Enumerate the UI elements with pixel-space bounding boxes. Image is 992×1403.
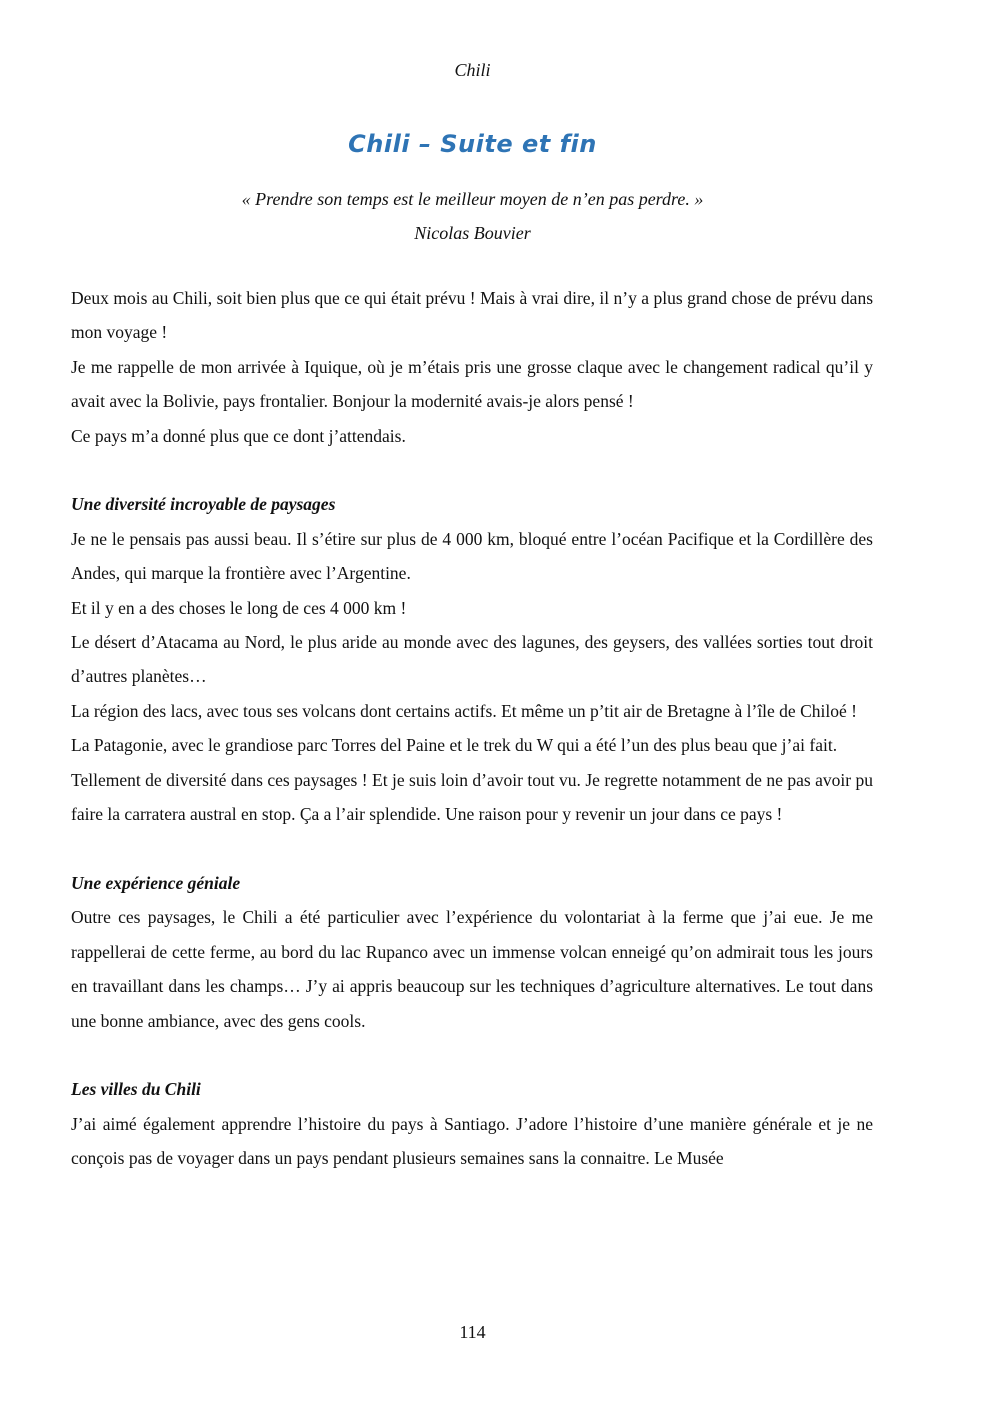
spacer (71, 453, 873, 487)
paragraph: J’ai aimé également apprendre l’histoire du pays à Santiago. J’adore l’histoire d’une manière générale et je ne conçois pas de voyager dans un pays pendant plusieurs semaines sans la connaitre. Le Musée (71, 1113, 873, 1169)
paragraph: Je me rappelle de mon arrivée à Iquique, où je m’étais pris une grosse claque avec le changement radical qu’il y avait avec la Bolivie, pays frontalier. Bonjour la modernité avais-je alors pensé ! (71, 356, 873, 412)
paragraph: Deux mois au Chili, soit bien plus que ce qui était prévu ! Mais à vrai dire, il n’y a plus grand chose de prévu dans mon voyage ! (71, 288, 873, 343)
paragraph: Le désert d’Atacama au Nord, le plus aride au monde avec des lagunes, des geysers, des vallées sorties tout droit d’autres planètes… (71, 632, 873, 687)
body-text (71, 281, 873, 1176)
epigraph (0, 182, 945, 250)
epigraph-quote: « Prendre son temps est le meilleur moyen de n’en pas perdre. » (241, 189, 704, 209)
section-heading: Les villes du Chili (71, 1079, 201, 1100)
paragraph: Je ne le pensais pas aussi beau. Il s’étire sur plus de 4 000 km, bloqué entre l’océan Pacifique et la Cordillère des Andes, qui marque la frontière avec l’Argentine. (71, 528, 873, 584)
spacer (71, 1038, 873, 1072)
spacer (71, 831, 873, 865)
running-header: Chili (454, 60, 491, 80)
page-number: 114 (459, 1322, 486, 1342)
epigraph-author: Nicolas Bouvier (414, 223, 531, 243)
paragraph: La Patagonie, avec le grandiose parc Torres del Paine et le trek du W qui a été l’un des plus beau que j’ai fait. (71, 735, 838, 756)
paragraph: Tellement de diversité dans ces paysages ! Et je suis loin d’avoir tout vu. Je regrette notamment de ne pas avoir pu faire la carratera austral en stop. Ça a l’air splendide. Une raison pour y revenir un jour dans ce pays ! (71, 769, 873, 825)
page-title: Chili – Suite et fin (348, 130, 597, 158)
paragraph: La région des lacs, avec tous ses volcans dont certains actifs. Et même un p’tit air de Bretagne à l’île de Chiloé ! (71, 700, 857, 721)
section-heading: Une expérience géniale (71, 872, 241, 893)
paragraph: Ce pays m’a donné plus que ce dont j’attendais. (71, 425, 406, 446)
paragraph: Outre ces paysages, le Chili a été particulier avec l’expérience du volontariat à la ferme que j’ai eue. Je me rappellerai de cette ferme, au bord du lac Rupanco avec un immense volcan enneigé qu’on admirait tous les jours en travaillant dans les champs… J’y ai appris beaucoup sur les techniques d’agriculture alternatives. Le tout dans une bonne ambiance, avec des gens cools. (71, 907, 873, 1031)
section-heading: Une diversité incroyable de paysages (71, 494, 336, 515)
paragraph: Et il y en a des choses le long de ces 4 000 km ! (71, 597, 407, 618)
